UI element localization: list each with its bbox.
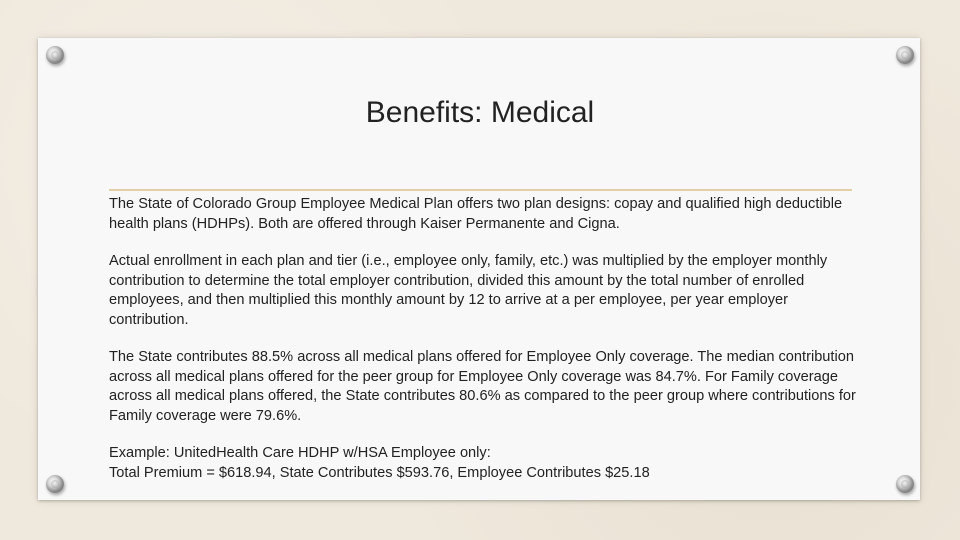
slide-title: Benefits: Medical (365, 96, 595, 129)
slide-body (109, 195, 859, 483)
paragraph-contributions: The State contributes 88.5% across all medical plans offered for Employee Only coverage. The median contribution across all medical plans offered for the peer group for Employee Only coverage was 84.7%. For Family coverage across all medical plans offered, the State contributes 80.6% as compared to the peer group where contributions for Family coverage were 79.6%. (109, 349, 856, 424)
paragraph-plans: The State of Colorado Group Employee Medical Plan offers two plan designs: copay and qualified high deductible health plans (HDHPs). Both are offered through Kaiser Permanente and Cigna. (109, 196, 843, 232)
example-premium: Total Premium = $618.94, State Contributes $593.76, Employee Contributes $25.18 (109, 464, 650, 481)
pushpin-icon (46, 46, 64, 64)
pushpin-icon (896, 475, 914, 493)
pushpin-icon (896, 46, 914, 64)
title-divider (109, 189, 852, 191)
example-heading: Example: UnitedHealth Care HDHP w/HSA Employee only: (109, 445, 491, 461)
paragraph-methodology: Actual enrollment in each plan and tier (i.e., employee only, family, etc.) was multiplied by the employer monthly contribution to determine the total employer contribution, divided this amount by the total number of enrolled employees, and then multiplied this monthly amount by 12 to arrive at a per employee, per year employer contribution. (109, 253, 828, 328)
pushpin-icon (46, 475, 64, 493)
